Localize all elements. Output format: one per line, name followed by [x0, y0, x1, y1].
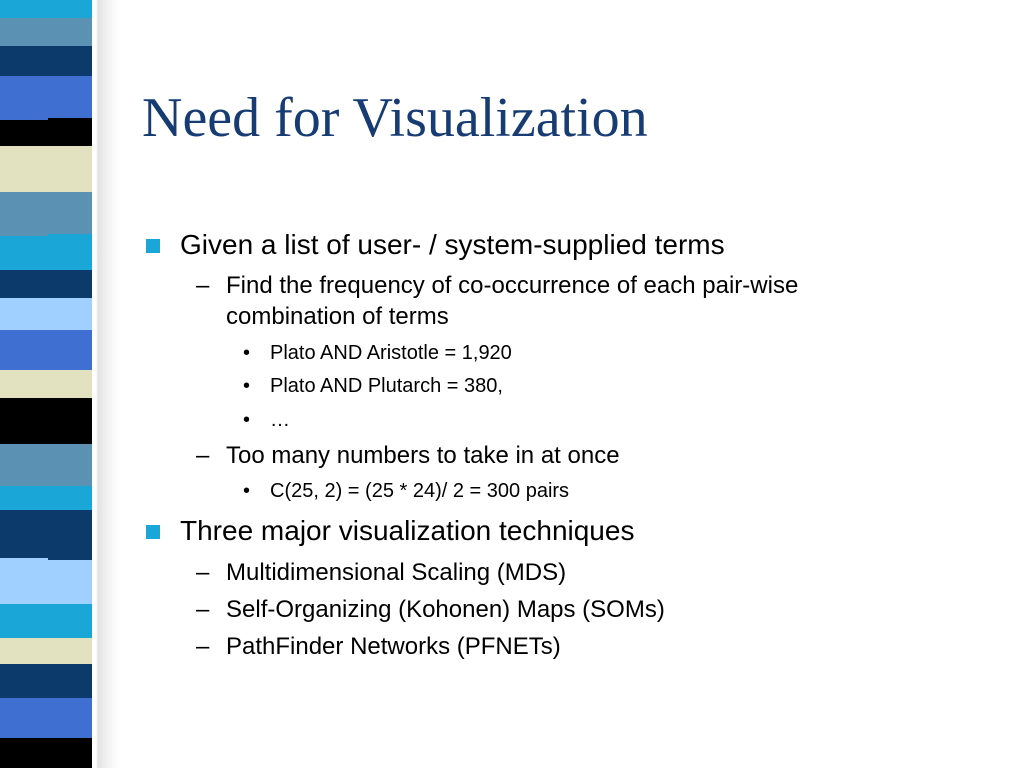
sub-1-1-line-1: Find the frequency of co-occurrence of each pair-wise	[226, 272, 799, 299]
dot-bullet-icon: •	[243, 409, 251, 431]
sub-2-1-line-1: Multidimensional Scaling (MDS)	[226, 559, 567, 586]
dash-bullet-icon: –	[196, 272, 210, 299]
sub-1-1-item-1: Plato AND Aristotle = 1,920	[270, 342, 512, 364]
sub-2-2-line-1: Self-Organizing (Kohonen) Maps (SOMs)	[226, 596, 665, 623]
slide-title: Need for Visualization	[142, 87, 648, 149]
square-bullet-icon	[146, 239, 160, 253]
sub-2-3-line-1: PathFinder Networks (PFNETs)	[226, 633, 561, 660]
sub-1-2-item-1: C(25, 2) = (25 * 24)/ 2 = 300 pairs	[270, 480, 570, 502]
dot-bullet-icon: •	[243, 342, 251, 364]
dot-bullet-icon: •	[243, 375, 251, 397]
sub-1-1-line-2: combination of terms	[226, 303, 449, 330]
dash-bullet-icon: –	[196, 442, 210, 469]
dash-bullet-icon: –	[196, 559, 210, 586]
bullet-1-text: Given a list of user- / system-supplied terms	[180, 229, 725, 260]
dash-bullet-icon: –	[196, 633, 210, 660]
sub-1-2-line-1: Too many numbers to take in at once	[226, 442, 620, 469]
dot-bullet-icon: •	[243, 480, 251, 502]
dash-bullet-icon: –	[196, 596, 210, 623]
sub-1-1-item-3: …	[270, 409, 290, 431]
bullet-2-text: Three major visualization techniques	[180, 515, 635, 546]
square-bullet-icon	[146, 525, 160, 539]
sub-1-1-item-2: Plato AND Plutarch = 380,	[270, 375, 503, 397]
